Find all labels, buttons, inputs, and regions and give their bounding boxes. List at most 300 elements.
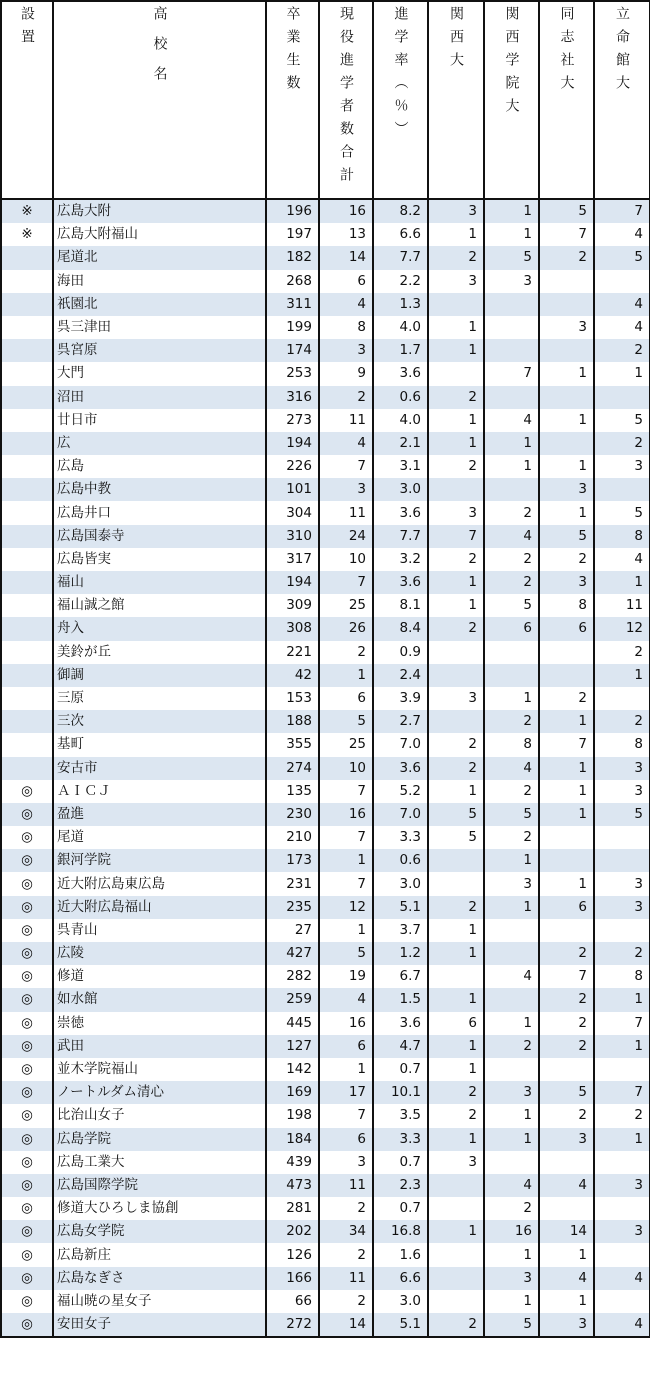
doshisha-cell: 4 <box>539 1174 594 1197</box>
ritsumeikan-cell: 7 <box>594 1012 650 1035</box>
total-admitted-cell: 7 <box>319 571 373 594</box>
doshisha-cell: 3 <box>539 571 594 594</box>
header-row <box>1 1 650 199</box>
rate-cell: 0.7 <box>373 1197 428 1220</box>
kansai-cell <box>428 478 484 501</box>
graduates-cell: 188 <box>266 710 319 733</box>
total-admitted-cell: 14 <box>319 1313 373 1337</box>
kwansei-cell: 1 <box>484 1012 539 1035</box>
doshisha-cell: 6 <box>539 896 594 919</box>
header-school-name <box>53 1 266 199</box>
doshisha-cell: 3 <box>539 478 594 501</box>
ritsumeikan-cell: 4 <box>594 1267 650 1290</box>
total-admitted-cell: 16 <box>319 803 373 826</box>
kansai-cell: 2 <box>428 757 484 780</box>
rate-cell: 3.0 <box>373 1290 428 1313</box>
table-row <box>1 548 650 571</box>
kwansei-cell <box>484 1058 539 1081</box>
table-row <box>1 1128 650 1151</box>
total-admitted-cell: 10 <box>319 548 373 571</box>
kansai-cell: 1 <box>428 432 484 455</box>
total-admitted-cell: 6 <box>319 1035 373 1058</box>
table-row <box>1 1267 650 1290</box>
doshisha-cell <box>539 641 594 664</box>
doshisha-cell: 2 <box>539 988 594 1011</box>
table-row <box>1 571 650 594</box>
graduates-cell: 273 <box>266 409 319 432</box>
kwansei-cell: 5 <box>484 594 539 617</box>
kwansei-cell: 1 <box>484 1104 539 1127</box>
school-name-cell: 広島大附 <box>53 199 266 223</box>
table-row <box>1 1290 650 1313</box>
header-establishment <box>1 1 53 199</box>
graduates-cell: 66 <box>266 1290 319 1313</box>
kwansei-cell <box>484 1151 539 1174</box>
kansai-cell: 6 <box>428 1012 484 1035</box>
table-body <box>1 199 650 1337</box>
rate-cell: 16.8 <box>373 1220 428 1243</box>
table-row <box>1 293 650 316</box>
kansai-cell: 2 <box>428 1104 484 1127</box>
kwansei-cell <box>484 919 539 942</box>
ritsumeikan-cell <box>594 1197 650 1220</box>
doshisha-cell: 3 <box>539 1313 594 1337</box>
ritsumeikan-cell <box>594 1058 650 1081</box>
kansai-cell: 1 <box>428 1128 484 1151</box>
total-admitted-cell: 12 <box>319 896 373 919</box>
school-name-cell: 広島女学院 <box>53 1220 266 1243</box>
kwansei-cell: 2 <box>484 501 539 524</box>
table-row <box>1 965 650 988</box>
kwansei-cell: 7 <box>484 362 539 385</box>
school-name-cell: 沼田 <box>53 386 266 409</box>
kwansei-cell: 4 <box>484 525 539 548</box>
graduates-cell: 268 <box>266 270 319 293</box>
school-name-cell: 大門 <box>53 362 266 385</box>
kansai-cell: 1 <box>428 571 484 594</box>
kansai-cell: 1 <box>428 1220 484 1243</box>
doshisha-cell: 1 <box>539 362 594 385</box>
graduates-cell: 310 <box>266 525 319 548</box>
header-doshisha <box>539 1 594 199</box>
table-row <box>1 826 650 849</box>
rate-cell: 3.0 <box>373 478 428 501</box>
establishment-mark-cell <box>1 409 53 432</box>
kwansei-cell: 1 <box>484 896 539 919</box>
school-name-cell: 呉青山 <box>53 919 266 942</box>
establishment-mark-cell <box>1 316 53 339</box>
kwansei-cell: 1 <box>484 687 539 710</box>
total-admitted-cell: 16 <box>319 199 373 223</box>
table-row <box>1 757 650 780</box>
kwansei-cell: 4 <box>484 1174 539 1197</box>
establishment-mark-cell: ◎ <box>1 872 53 895</box>
establishment-mark-cell: ◎ <box>1 1220 53 1243</box>
table-row <box>1 1104 650 1127</box>
total-admitted-cell: 3 <box>319 478 373 501</box>
school-name-cell: 広島皆実 <box>53 548 266 571</box>
rate-cell: 3.9 <box>373 687 428 710</box>
doshisha-cell <box>539 1058 594 1081</box>
rate-cell: 1.2 <box>373 942 428 965</box>
doshisha-cell <box>539 1197 594 1220</box>
table-row <box>1 432 650 455</box>
rate-cell: 3.6 <box>373 1012 428 1035</box>
establishment-mark-cell: ◎ <box>1 988 53 1011</box>
establishment-mark-cell <box>1 293 53 316</box>
rate-cell: 0.7 <box>373 1151 428 1174</box>
header-label: 関西大 <box>448 6 464 75</box>
establishment-mark-cell <box>1 594 53 617</box>
doshisha-cell <box>539 386 594 409</box>
total-admitted-cell: 3 <box>319 1151 373 1174</box>
kwansei-cell: 1 <box>484 455 539 478</box>
establishment-mark-cell: ◎ <box>1 1151 53 1174</box>
table-row <box>1 803 650 826</box>
ritsumeikan-cell <box>594 826 650 849</box>
kwansei-cell: 3 <box>484 872 539 895</box>
table-row <box>1 246 650 269</box>
kwansei-cell: 4 <box>484 757 539 780</box>
ritsumeikan-cell: 2 <box>594 641 650 664</box>
header-label: 卒業生数 <box>284 6 301 98</box>
kansai-cell: 2 <box>428 617 484 640</box>
rate-cell: 2.4 <box>373 664 428 687</box>
header-ritsumeikan <box>594 1 650 199</box>
total-admitted-cell: 11 <box>319 501 373 524</box>
doshisha-cell: 1 <box>539 455 594 478</box>
graduates-cell: 316 <box>266 386 319 409</box>
graduates-cell: 142 <box>266 1058 319 1081</box>
graduates-cell: 126 <box>266 1243 319 1266</box>
ritsumeikan-cell: 1 <box>594 1035 650 1058</box>
kwansei-cell <box>484 664 539 687</box>
rate-cell: 4.0 <box>373 316 428 339</box>
graduates-cell: 282 <box>266 965 319 988</box>
rate-cell: 0.7 <box>373 1058 428 1081</box>
school-name-cell: 美鈴が丘 <box>53 641 266 664</box>
total-admitted-cell: 1 <box>319 919 373 942</box>
school-name-cell: 近大附広島福山 <box>53 896 266 919</box>
rate-cell: 5.1 <box>373 896 428 919</box>
school-name-cell: 銀河学院 <box>53 849 266 872</box>
kansai-cell: 1 <box>428 223 484 246</box>
graduates-cell: 182 <box>266 246 319 269</box>
ritsumeikan-cell <box>594 270 650 293</box>
kwansei-cell: 1 <box>484 199 539 223</box>
doshisha-cell: 1 <box>539 1243 594 1266</box>
school-name-cell: 廿日市 <box>53 409 266 432</box>
total-admitted-cell: 7 <box>319 826 373 849</box>
doshisha-cell: 5 <box>539 199 594 223</box>
graduates-cell: 135 <box>266 780 319 803</box>
doshisha-cell <box>539 664 594 687</box>
doshisha-cell <box>539 919 594 942</box>
kansai-cell: 1 <box>428 339 484 362</box>
kwansei-cell: 2 <box>484 548 539 571</box>
establishment-mark-cell: ◎ <box>1 1128 53 1151</box>
establishment-mark-cell <box>1 641 53 664</box>
graduates-cell: 272 <box>266 1313 319 1337</box>
ritsumeikan-cell: 3 <box>594 757 650 780</box>
establishment-mark-cell: ◎ <box>1 942 53 965</box>
rate-cell: 10.1 <box>373 1081 428 1104</box>
kansai-cell <box>428 293 484 316</box>
kwansei-cell: 1 <box>484 1243 539 1266</box>
doshisha-cell: 2 <box>539 1035 594 1058</box>
ritsumeikan-cell: 1 <box>594 988 650 1011</box>
school-name-cell: 広島 <box>53 455 266 478</box>
graduates-cell: 253 <box>266 362 319 385</box>
kwansei-cell: 2 <box>484 1197 539 1220</box>
kansai-cell <box>428 710 484 733</box>
kansai-cell <box>428 1174 484 1197</box>
graduates-cell: 198 <box>266 1104 319 1127</box>
kwansei-cell: 6 <box>484 617 539 640</box>
kwansei-cell: 1 <box>484 223 539 246</box>
kansai-cell: 5 <box>428 826 484 849</box>
kansai-cell: 2 <box>428 246 484 269</box>
kwansei-cell <box>484 988 539 1011</box>
graduates-cell: 235 <box>266 896 319 919</box>
kansai-cell <box>428 664 484 687</box>
table-row <box>1 1058 650 1081</box>
ritsumeikan-cell <box>594 1243 650 1266</box>
kwansei-cell: 1 <box>484 849 539 872</box>
rate-cell: 0.9 <box>373 641 428 664</box>
table-row <box>1 1151 650 1174</box>
table-row <box>1 1174 650 1197</box>
kansai-cell: 2 <box>428 455 484 478</box>
header-label: 関西学院大 <box>503 6 520 121</box>
kwansei-cell: 3 <box>484 1081 539 1104</box>
ritsumeikan-cell: 2 <box>594 339 650 362</box>
graduates-cell: 427 <box>266 942 319 965</box>
graduates-cell: 226 <box>266 455 319 478</box>
establishment-mark-cell: ◎ <box>1 1313 53 1337</box>
school-name-cell: 御調 <box>53 664 266 687</box>
graduates-cell: 166 <box>266 1267 319 1290</box>
doshisha-cell <box>539 826 594 849</box>
rate-cell: 3.2 <box>373 548 428 571</box>
total-admitted-cell: 17 <box>319 1081 373 1104</box>
school-name-cell: 福山暁の星女子 <box>53 1290 266 1313</box>
kansai-cell <box>428 849 484 872</box>
doshisha-cell: 7 <box>539 965 594 988</box>
ritsumeikan-cell <box>594 386 650 409</box>
total-admitted-cell: 3 <box>319 339 373 362</box>
ritsumeikan-cell: 5 <box>594 501 650 524</box>
kwansei-cell: 1 <box>484 1290 539 1313</box>
kansai-cell: 1 <box>428 316 484 339</box>
school-name-cell: 広島新庄 <box>53 1243 266 1266</box>
establishment-mark-cell: ◎ <box>1 1012 53 1035</box>
ritsumeikan-cell: 3 <box>594 872 650 895</box>
rate-cell: 7.0 <box>373 733 428 756</box>
establishment-mark-cell <box>1 710 53 733</box>
kansai-cell <box>428 1197 484 1220</box>
graduates-cell: 169 <box>266 1081 319 1104</box>
total-admitted-cell: 26 <box>319 617 373 640</box>
school-name-cell: 広島なぎさ <box>53 1267 266 1290</box>
graduates-cell: 311 <box>266 293 319 316</box>
kwansei-cell: 5 <box>484 246 539 269</box>
doshisha-cell: 1 <box>539 710 594 733</box>
doshisha-cell <box>539 849 594 872</box>
header-total-admitted <box>319 1 373 199</box>
kansai-cell <box>428 872 484 895</box>
graduates-cell: 445 <box>266 1012 319 1035</box>
ritsumeikan-cell: 5 <box>594 803 650 826</box>
graduates-cell: 184 <box>266 1128 319 1151</box>
kansai-cell <box>428 362 484 385</box>
total-admitted-cell: 25 <box>319 733 373 756</box>
ritsumeikan-cell: 7 <box>594 199 650 223</box>
school-name-cell: 修道 <box>53 965 266 988</box>
school-name-cell: 広島国泰寺 <box>53 525 266 548</box>
school-name-cell: 武田 <box>53 1035 266 1058</box>
table-row <box>1 223 650 246</box>
kansai-cell: 2 <box>428 548 484 571</box>
table-row <box>1 362 650 385</box>
doshisha-cell <box>539 432 594 455</box>
school-name-cell: 近大附広島東広島 <box>53 872 266 895</box>
establishment-mark-cell <box>1 501 53 524</box>
ritsumeikan-cell: 3 <box>594 780 650 803</box>
kwansei-cell: 5 <box>484 1313 539 1337</box>
total-admitted-cell: 1 <box>319 1058 373 1081</box>
total-admitted-cell: 7 <box>319 1104 373 1127</box>
kwansei-cell <box>484 386 539 409</box>
establishment-mark-cell <box>1 757 53 780</box>
graduates-cell: 197 <box>266 223 319 246</box>
doshisha-cell <box>539 293 594 316</box>
total-admitted-cell: 2 <box>319 641 373 664</box>
table-row <box>1 1243 650 1266</box>
total-admitted-cell: 6 <box>319 270 373 293</box>
graduates-cell: 221 <box>266 641 319 664</box>
graduates-cell: 473 <box>266 1174 319 1197</box>
kansai-cell <box>428 965 484 988</box>
rate-cell: 1.7 <box>373 339 428 362</box>
establishment-mark-cell: ◎ <box>1 1243 53 1266</box>
ritsumeikan-cell: 2 <box>594 1104 650 1127</box>
rate-cell: 3.6 <box>373 501 428 524</box>
ritsumeikan-cell <box>594 687 650 710</box>
kwansei-cell <box>484 641 539 664</box>
graduates-cell: 210 <box>266 826 319 849</box>
doshisha-cell: 7 <box>539 733 594 756</box>
doshisha-cell: 1 <box>539 803 594 826</box>
kwansei-cell: 3 <box>484 270 539 293</box>
total-admitted-cell: 2 <box>319 1243 373 1266</box>
doshisha-cell: 14 <box>539 1220 594 1243</box>
kwansei-cell <box>484 942 539 965</box>
doshisha-cell: 4 <box>539 1267 594 1290</box>
ritsumeikan-cell: 1 <box>594 362 650 385</box>
total-admitted-cell: 4 <box>319 988 373 1011</box>
school-name-cell: 広島中教 <box>53 478 266 501</box>
kwansei-cell: 5 <box>484 803 539 826</box>
ritsumeikan-cell <box>594 1151 650 1174</box>
total-admitted-cell: 11 <box>319 1174 373 1197</box>
table-row <box>1 594 650 617</box>
establishment-mark-cell <box>1 548 53 571</box>
establishment-mark-cell: ◎ <box>1 1290 53 1313</box>
kwansei-cell: 2 <box>484 710 539 733</box>
kansai-cell: 2 <box>428 1313 484 1337</box>
graduates-cell: 439 <box>266 1151 319 1174</box>
ritsumeikan-cell: 1 <box>594 664 650 687</box>
ritsumeikan-cell: 5 <box>594 409 650 432</box>
total-admitted-cell: 1 <box>319 664 373 687</box>
school-name-cell: 三次 <box>53 710 266 733</box>
doshisha-cell: 1 <box>539 872 594 895</box>
kwansei-cell: 4 <box>484 409 539 432</box>
total-admitted-cell: 6 <box>319 1128 373 1151</box>
doshisha-cell <box>539 339 594 362</box>
table-row <box>1 733 650 756</box>
ritsumeikan-cell: 3 <box>594 1174 650 1197</box>
ritsumeikan-cell: 3 <box>594 455 650 478</box>
establishment-mark-cell: ◎ <box>1 896 53 919</box>
doshisha-cell <box>539 1151 594 1174</box>
establishment-mark-cell <box>1 525 53 548</box>
school-name-cell: 福山誠之館 <box>53 594 266 617</box>
rate-cell: 3.5 <box>373 1104 428 1127</box>
ritsumeikan-cell: 7 <box>594 1081 650 1104</box>
ritsumeikan-cell: 1 <box>594 571 650 594</box>
ritsumeikan-cell: 2 <box>594 432 650 455</box>
establishment-mark-cell <box>1 455 53 478</box>
doshisha-cell: 6 <box>539 617 594 640</box>
school-name-cell: 呉三津田 <box>53 316 266 339</box>
table-row <box>1 687 650 710</box>
school-name-cell: 広 <box>53 432 266 455</box>
graduates-cell: 194 <box>266 571 319 594</box>
table-row <box>1 1220 650 1243</box>
kansai-cell: 2 <box>428 386 484 409</box>
school-name-cell: 広島国際学院 <box>53 1174 266 1197</box>
school-name-cell: 広島大附福山 <box>53 223 266 246</box>
school-name-cell: ノートルダム清心 <box>53 1081 266 1104</box>
doshisha-cell: 2 <box>539 1012 594 1035</box>
school-name-cell: 尾道北 <box>53 246 266 269</box>
graduates-cell: 274 <box>266 757 319 780</box>
kwansei-cell: 2 <box>484 571 539 594</box>
ritsumeikan-cell: 11 <box>594 594 650 617</box>
establishment-mark-cell: ◎ <box>1 780 53 803</box>
kansai-cell: 3 <box>428 270 484 293</box>
doshisha-cell: 1 <box>539 409 594 432</box>
graduates-cell: 42 <box>266 664 319 687</box>
doshisha-cell: 1 <box>539 780 594 803</box>
rate-cell: 1.5 <box>373 988 428 1011</box>
kansai-cell <box>428 641 484 664</box>
table-row <box>1 1012 650 1035</box>
kwansei-cell: 4 <box>484 965 539 988</box>
establishment-mark-cell <box>1 339 53 362</box>
kwansei-cell: 2 <box>484 780 539 803</box>
kansai-cell: 1 <box>428 919 484 942</box>
rate-cell: 5.2 <box>373 780 428 803</box>
rate-cell: 3.0 <box>373 872 428 895</box>
total-admitted-cell: 24 <box>319 525 373 548</box>
doshisha-cell: 2 <box>539 246 594 269</box>
rate-cell: 8.2 <box>373 199 428 223</box>
rate-cell: 2.7 <box>373 710 428 733</box>
graduates-cell: 309 <box>266 594 319 617</box>
